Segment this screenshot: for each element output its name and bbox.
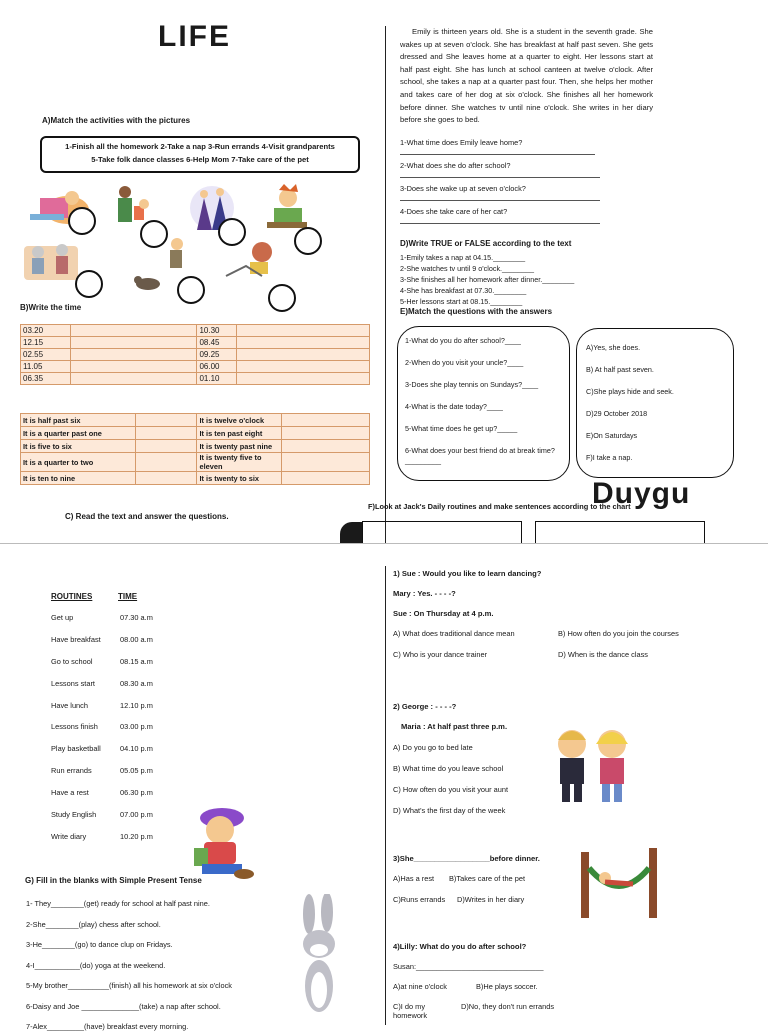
time-cell: 06.00: [197, 361, 237, 373]
fill-blanks-list: [26, 899, 291, 1034]
time-cell: 09.25: [197, 349, 237, 361]
e-answers: [586, 343, 726, 475]
answer-cell[interactable]: [135, 472, 197, 485]
fill-blank-item: 5-My brother__________(finish) all his homework at six o'clock: [26, 981, 232, 990]
tf-item: 1-Emily takes a nap at 04.15.________: [400, 253, 526, 262]
fill-blank-item: 1- They________(get) ready for school at half past nine.: [26, 899, 210, 908]
answer-circle[interactable]: [75, 270, 103, 298]
e-answer: C)She plays hide and seek.: [586, 387, 674, 396]
mc-option[interactable]: C)I do my homework: [393, 1002, 428, 1020]
activity-box: [40, 136, 360, 173]
mc-dialog-line: Susan:_______________________________: [393, 962, 544, 971]
answer-line[interactable]: [400, 222, 600, 224]
time-row: [21, 361, 370, 373]
answer-circle[interactable]: [294, 227, 322, 255]
answer-cell[interactable]: [282, 427, 370, 440]
rabbit-illustration: [285, 894, 355, 1025]
mc-prompt: 4)Lilly: What do you do after school?: [393, 942, 527, 951]
e-answer: E)On Saturdays: [586, 431, 638, 440]
column-divider: [385, 26, 386, 543]
routine-row: [51, 635, 211, 657]
time-cell: 08.45: [197, 337, 237, 349]
worksheet-page-2: [0, 543, 768, 1031]
phrase-cell: It is a quarter to two: [21, 453, 136, 472]
mc-prompt: 2) George : - - - -?: [393, 702, 457, 711]
section-c-heading: C) Read the text and answer the questions.: [65, 512, 229, 521]
section-a-heading: A)Match the activities with the pictures: [42, 116, 191, 125]
routine-name: Study English: [51, 810, 97, 820]
phrase-table: [20, 413, 370, 485]
time-header: TIME: [118, 592, 138, 601]
mc-dialog-line: Maria : At half past three p.m.: [401, 722, 508, 731]
answer-cell[interactable]: [282, 453, 370, 472]
help-mom-picture: [118, 186, 149, 222]
hammock-illustration: [575, 848, 665, 920]
time-cell: 01.10: [197, 373, 237, 385]
time-cell: 11.05: [21, 361, 71, 373]
question-3: 3-Does she wake up at seven o'clock?: [400, 184, 526, 193]
answer-line[interactable]: [400, 199, 600, 201]
mc-prompt: 1) Sue : Would you like to learn dancing?: [393, 569, 542, 578]
sentence-box[interactable]: [535, 521, 705, 545]
e-question: 1-What do you do after school?____: [405, 336, 521, 345]
routine-time: 05.05 p.m: [120, 766, 153, 776]
answer-cell[interactable]: [282, 472, 370, 485]
routine-row: [51, 766, 211, 788]
routine-time: 08.00 a.m: [120, 634, 153, 644]
fill-blank-item: 7-Alex_________(have) breakfast every morning.: [26, 1022, 189, 1031]
phrase-row: [21, 414, 370, 427]
phrase-row: [21, 440, 370, 453]
answer-cell[interactable]: [70, 349, 197, 361]
answer-cell[interactable]: [237, 325, 370, 337]
answer-cell[interactable]: [282, 440, 370, 453]
routine-time: 08.15 a.m: [120, 656, 153, 666]
answer-circle[interactable]: [268, 284, 296, 312]
section-f-heading: F)Look at Jack's Daily routines and make sentences according to the chart: [368, 502, 631, 511]
answer-cell[interactable]: [135, 414, 197, 427]
fill-blank-item: 2-She________(play) chess after school.: [26, 919, 161, 929]
answer-cell[interactable]: [70, 361, 197, 373]
answer-circle[interactable]: [218, 218, 246, 246]
time-cell: 12.15: [21, 337, 71, 349]
mc-dialog-line: Mary : Yes. - - - -?: [393, 589, 456, 598]
routine-time: 07.30 a.m: [120, 613, 153, 622]
phrase-cell: It is ten to nine: [21, 472, 136, 485]
column-divider: [385, 566, 386, 1025]
mc-option[interactable]: B) How often do you join the courses: [558, 629, 679, 638]
answer-circle[interactable]: [177, 276, 205, 304]
image-fragment: [340, 522, 362, 543]
question-4: 4-Does she take care of her cat?: [400, 207, 508, 216]
routine-name: Lessons finish: [51, 722, 98, 732]
time-row: [21, 337, 370, 349]
true-false-list: [400, 252, 630, 307]
section-d-heading: D)Write TRUE or FALSE according to the text: [400, 239, 572, 248]
e-question: 5-What time does he get up?_____: [405, 424, 518, 433]
e-answer: F)I take a nap.: [586, 453, 633, 462]
e-answer: B) At half past seven.: [586, 365, 654, 374]
answer-cell[interactable]: [70, 325, 197, 337]
answer-cell[interactable]: [237, 373, 370, 385]
mc-option[interactable]: D)Writes in her diary: [457, 895, 525, 904]
routine-row: [51, 722, 211, 744]
answer-cell[interactable]: [135, 427, 197, 440]
tf-item: 3-She finishes all her homework after dinner.________: [400, 275, 575, 284]
mc-option[interactable]: A)Has a rest: [393, 874, 435, 883]
mc-option[interactable]: C) Who is your dance trainer: [393, 650, 488, 659]
page-title: LIFE: [158, 20, 231, 53]
routine-time: 10.20 p.m: [120, 831, 153, 841]
e-answer: A)Yes, she does.: [586, 343, 641, 352]
answer-line[interactable]: [400, 153, 595, 155]
e-questions: [405, 336, 565, 468]
routine-row: [51, 657, 211, 679]
mc-option[interactable]: B)Takes care of the pet: [449, 874, 525, 883]
e-question: 4-What is the date today?____: [405, 402, 503, 411]
routine-time: 06.30 p.m: [120, 788, 153, 798]
mc-option[interactable]: C) How often do you visit your aunt: [393, 785, 509, 794]
phrase-cell: It is twenty five to eleven: [197, 453, 282, 472]
phrase-cell: It is half past six: [21, 414, 136, 427]
phrase-cell: It is twenty past nine: [197, 440, 282, 453]
routine-row: [51, 701, 211, 723]
answer-cell[interactable]: [70, 337, 197, 349]
boy-illustration: [186, 802, 258, 882]
mc-option[interactable]: D) When is the dance class: [558, 650, 648, 659]
routine-name: Go to school: [51, 656, 93, 666]
errands-picture: [226, 242, 272, 276]
answer-circle[interactable]: [140, 220, 168, 248]
routine-row: [51, 679, 211, 701]
fill-blank-item: 3-He________(go) to dance clup on Fridays.: [26, 940, 173, 949]
question-1: 1-What time does Emily leave home?: [400, 138, 523, 147]
mc-option[interactable]: A)at nine o'clock: [393, 982, 447, 991]
phrase-cell: It is a quarter past one: [21, 427, 136, 440]
section-g-heading: G) Fill in the blanks with Simple Present Tense: [25, 876, 202, 885]
routines-header: ROUTINES: [51, 592, 93, 601]
mc-dialog-line: Sue : On Thursday at 4 p.m.: [393, 609, 494, 618]
time-row: [21, 373, 370, 385]
reading-questions: [400, 138, 600, 224]
time-row: [21, 325, 370, 337]
question-2: 2-What does she do after school?: [400, 161, 511, 170]
answer-circle[interactable]: [68, 207, 96, 235]
routine-time: 03.00 p.m: [120, 722, 153, 732]
mc-option[interactable]: A) What does traditional dance mean: [393, 629, 515, 638]
activity-line-2: 5-Take folk dance classes 6-Help Mom 7-Take care of the pet: [91, 155, 309, 164]
grandparents-picture: [24, 244, 78, 280]
phrase-cell: It is ten past eight: [197, 427, 282, 440]
nap-picture: [267, 184, 307, 228]
mc-option[interactable]: C)Runs errands: [393, 895, 446, 904]
routine-time: 07.00 p.m: [120, 810, 153, 820]
mc-option[interactable]: D) What's the first day of the week: [393, 806, 506, 815]
tf-item: 5-Her lessons start at 08.15.________: [400, 297, 523, 306]
answer-cell[interactable]: [282, 414, 370, 427]
answer-cell[interactable]: [135, 453, 197, 472]
mc-question-1: [393, 569, 753, 659]
author-name: Duygu: [592, 477, 691, 510]
phrase-row: [21, 472, 370, 485]
phrase-cell: It is twenty to six: [197, 472, 282, 485]
mc-prompt: 3)She__________________before dinner.: [393, 854, 540, 863]
phrase-cell: It is twelve o'clock: [197, 414, 282, 427]
time-cell: 02.55: [21, 349, 71, 361]
routine-name: Run errands: [51, 766, 92, 776]
phrase-row: [21, 427, 370, 440]
routine-name: Have breakfast: [51, 634, 101, 644]
routine-name: Lessons start: [51, 678, 95, 688]
time-cell: 10.30: [197, 325, 237, 337]
routine-name: Have a rest: [51, 788, 89, 798]
e-question: 6-What does your best friend do at break time?_________: [405, 446, 555, 465]
routine-name: Write diary: [51, 831, 87, 841]
section-e-heading: E)Match the questions with the answers: [400, 307, 553, 316]
e-question: 2-When do you visit your uncle?____: [405, 358, 524, 367]
answer-cell[interactable]: [135, 440, 197, 453]
routine-time: 04.10 p.m: [120, 744, 153, 754]
activity-line-1: 1-Finish all the homework 2-Take a nap 3-Run errands 4-Visit grandparents: [65, 142, 335, 151]
e-question: 3-Does she play tennis on Sundays?____: [405, 380, 539, 389]
mc-question-4: [393, 942, 753, 1020]
tf-item: 4-She has breakfast at 07.30.________: [400, 286, 527, 295]
answer-cell[interactable]: [70, 373, 197, 385]
answer-cell[interactable]: [237, 349, 370, 361]
section-b-heading: B)Write the time: [20, 303, 82, 312]
routine-name: Have lunch: [51, 700, 88, 710]
time-table: [20, 324, 370, 385]
kids-illustration: [548, 722, 640, 806]
time-cell: 03.20: [21, 325, 71, 337]
routine-row: [51, 744, 211, 766]
routine-time: 08.30 a.m: [120, 678, 153, 688]
mc-option[interactable]: D)No, they don't run errands: [461, 1002, 555, 1011]
time-cell: 06.35: [21, 373, 71, 385]
routine-name: Get up: [51, 613, 74, 622]
sentence-box[interactable]: [362, 521, 522, 545]
routine-name: Play basketball: [51, 744, 101, 754]
mc-question-3: [393, 854, 593, 904]
time-row: [21, 349, 370, 361]
mc-option[interactable]: B) What time do you leave school: [393, 764, 504, 773]
routine-time: 12.10 p.m: [120, 700, 153, 710]
routine-row: [51, 613, 211, 635]
answer-cell[interactable]: [237, 337, 370, 349]
answer-line[interactable]: [400, 176, 600, 178]
reading-passage: Emily is thirteen years old. She is a student in the seventh grade. She wakes up at seven o'clock. She has breakfast at half past seven. She gets dressed and She leaves home at a quarter to eight. Her lessons start at half past eight. She has lunch at school canteen at twelve o'clock. After school, she takes a nap at a quarter past four. Then, she helps her mother and takes care of her dog at six o'clock. She finishes all her homework before dinner. She watches tv until nine o'clock. She writes in her diary before she goes to bed.: [400, 27, 653, 125]
fill-blank-item: 6-Daisy and Joe ______________(take) a nap after school.: [26, 1001, 221, 1011]
e-answer: D)29 October 2018: [586, 409, 648, 418]
mc-option[interactable]: A) Do you go to bed late: [393, 743, 473, 752]
answer-cell[interactable]: [237, 361, 370, 373]
tf-item: 2-She watches tv until 9 o'clock.________: [400, 264, 535, 273]
mc-option[interactable]: B)He plays soccer.: [476, 982, 538, 991]
fill-blank-item: 4-I___________(do) yoga at the weekend.: [26, 960, 166, 970]
phrase-cell: It is five to six: [21, 440, 136, 453]
phrase-row: [21, 453, 370, 472]
